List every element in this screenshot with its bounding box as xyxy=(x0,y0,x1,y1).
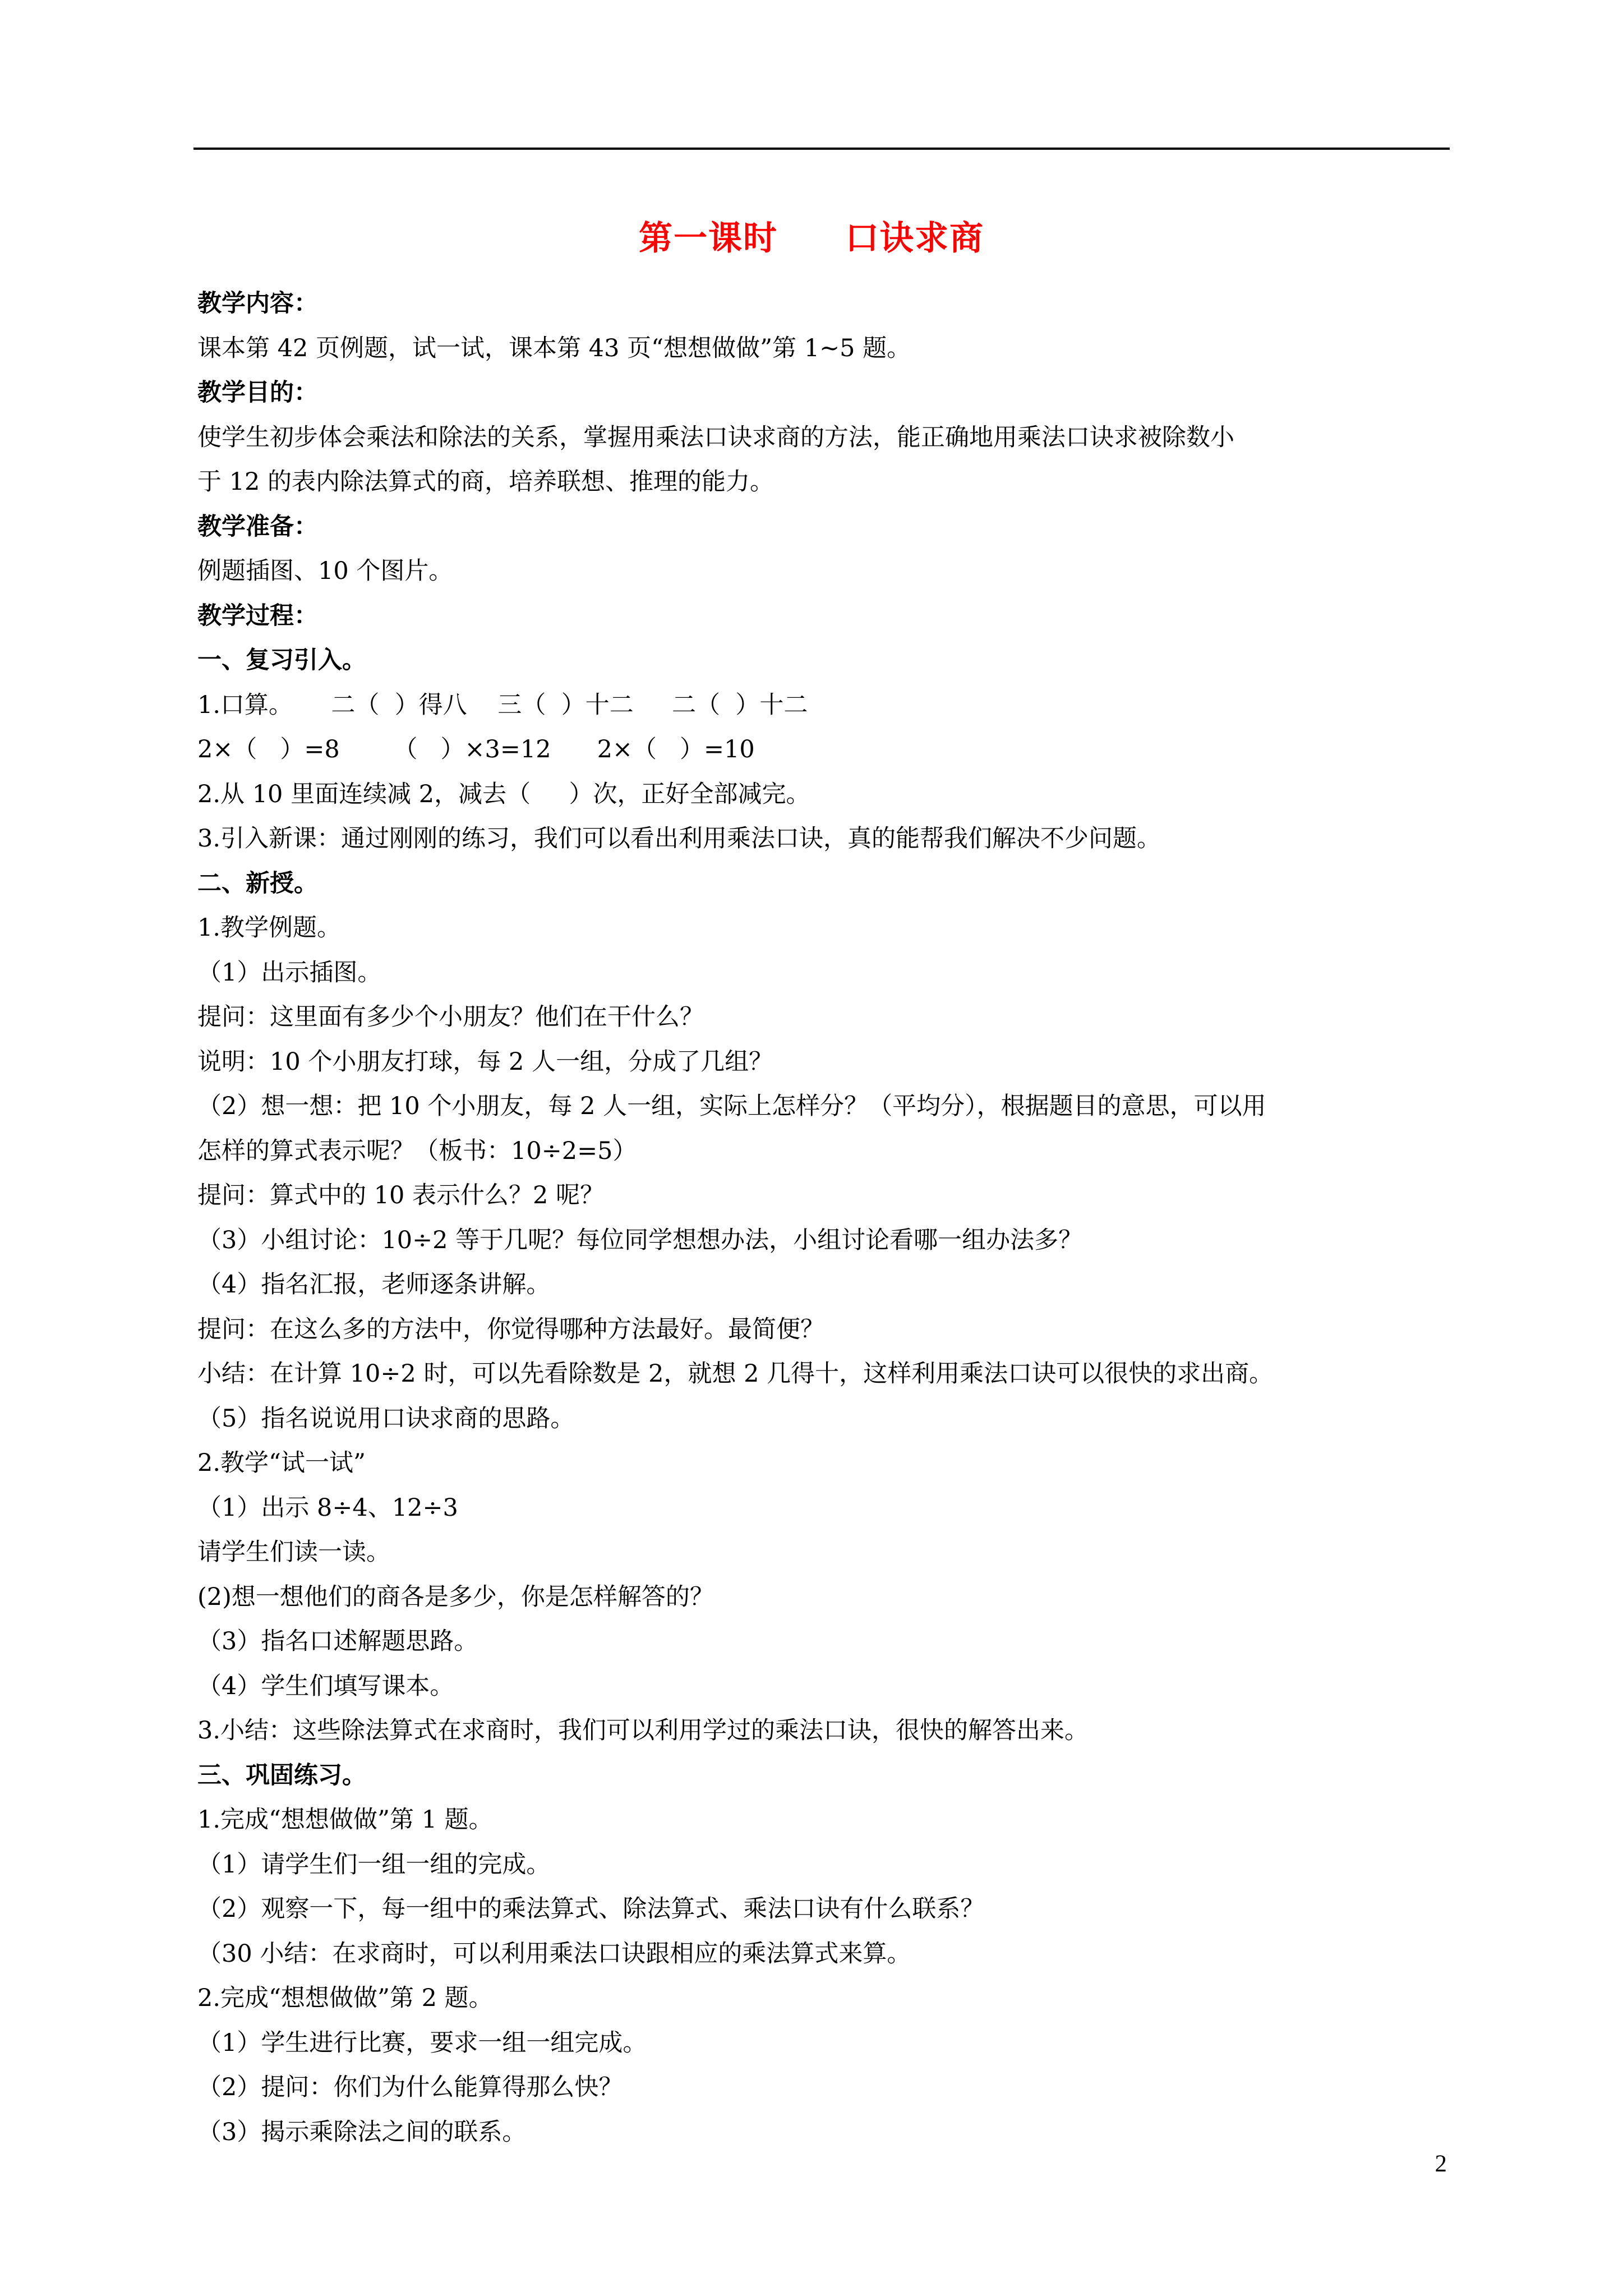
text-line: 小结：在计算 10÷2 时，可以先看除数是 2，就想 2 几得十，这样利用乘法口诀可以很快的求出商。 xyxy=(197,1360,1274,1388)
title-part-1: 第一课时 xyxy=(639,219,778,258)
text-line: （2）观察一下，每一组中的乘法算式、除法算式、乘法口诀有什么联系？ xyxy=(197,1895,985,1923)
section-practice: 三、巩固练习。 xyxy=(197,1761,366,1789)
title-part-2: 口诀求商 xyxy=(845,219,984,258)
text-line: （3）揭示乘除法之间的联系。 xyxy=(197,2118,527,2146)
text-line: （3）指名口述解题思路。 xyxy=(197,1627,478,1655)
section-review: 一、复习引入。 xyxy=(197,646,366,674)
heading-content: 教学内容： xyxy=(197,289,318,318)
text-line: （1）出示插图。 xyxy=(197,958,382,987)
text-line: （3）小组讨论：10÷2 等于几呢？每位同学想想办法，小组讨论看哪一组办法多？ xyxy=(197,1226,1083,1254)
text-line: 请学生们读一读。 xyxy=(197,1538,390,1566)
text-line: （1）出示 8÷4、12÷3 xyxy=(197,1493,458,1522)
text-line: （1）学生进行比赛，要求一组一组完成。 xyxy=(197,2028,647,2057)
text-line: （5）指名说说用口诀求商的思路。 xyxy=(197,1404,575,1433)
text-line: （30 小结：在求商时，可以利用乘法口诀跟相应的乘法算式来算。 xyxy=(197,1939,911,1968)
text-line: 3.小结：这些除法算式在求商时，我们可以利用学过的乘法口诀，很快的解答出来。 xyxy=(197,1717,1089,1745)
text-line: 2×（ ）=8 （ ）×3=12 2×（ ）=10 xyxy=(197,735,755,763)
text-line: 例题插图、10 个图片。 xyxy=(197,557,453,585)
text-line: 1.口算。 二（ ）得八 三（ ）十二 二（ ）十二 xyxy=(197,691,808,719)
text-line: 1.完成“想想做做”第 1 题。 xyxy=(197,1806,493,1834)
text-line: （4）学生们填写课本。 xyxy=(197,1672,454,1700)
text-line: 3.引入新课：通过刚刚的练习，我们可以看出利用乘法口诀，真的能帮我们解决不少问题。 xyxy=(197,825,1161,853)
text-line: 课本第 42 页例题，试一试，课本第 43 页“想想做做”第 1~5 题。 xyxy=(197,334,911,362)
text-line: (2)想一想他们的商各是多少，你是怎样解答的？ xyxy=(197,1582,714,1611)
text-line: 说明：10 个小朋友打球，每 2 人一组，分成了几组？ xyxy=(197,1047,773,1076)
lesson-body xyxy=(197,282,1451,2155)
text-line: 使学生初步体会乘法和除法的关系，掌握用乘法口诀求商的方法，能正确地用乘法口诀求被除数小 xyxy=(197,423,1234,452)
header-rule xyxy=(193,148,1450,150)
text-line: 于 12 的表内除法算式的商，培养联想、推理的能力。 xyxy=(197,468,774,496)
text-line: 2.完成“想想做做”第 2 题。 xyxy=(197,1984,493,2012)
text-line: （2）想一想：把 10 个小朋友，每 2 人一组，实际上怎样分？（平均分），根据题目的意思，可以用 xyxy=(197,1092,1266,1120)
text-line: 提问：在这么多的方法中，你觉得哪种方法最好。最简便？ xyxy=(197,1315,824,1343)
text-line: （2）提问：你们为什么能算得那么快？ xyxy=(197,2073,623,2101)
lesson-title xyxy=(0,216,1623,261)
heading-process: 教学过程： xyxy=(197,601,318,630)
text-line: 怎样的算式表示呢？（板书：10÷2=5） xyxy=(197,1137,637,1165)
heading-preparation: 教学准备： xyxy=(197,512,318,541)
page-number: 2 xyxy=(1435,2151,1447,2177)
heading-goals: 教学目的： xyxy=(197,379,318,407)
section-new-lesson: 二、新授。 xyxy=(197,869,318,898)
text-line: 1.教学例题。 xyxy=(197,914,342,942)
text-line: 提问：这里面有多少个小朋友？他们在干什么？ xyxy=(197,1003,704,1031)
text-line: （4）指名汇报，老师逐条讲解。 xyxy=(197,1271,551,1299)
text-line: （1）请学生们一组一组的完成。 xyxy=(197,1850,551,1879)
text-line: 提问：算式中的 10 表示什么？2 呢？ xyxy=(197,1181,605,1209)
text-line: 2.从 10 里面连续减 2，减去（ ）次，正好全部减完。 xyxy=(197,780,810,808)
text-line: 2.教学“试一试” xyxy=(197,1449,366,1477)
